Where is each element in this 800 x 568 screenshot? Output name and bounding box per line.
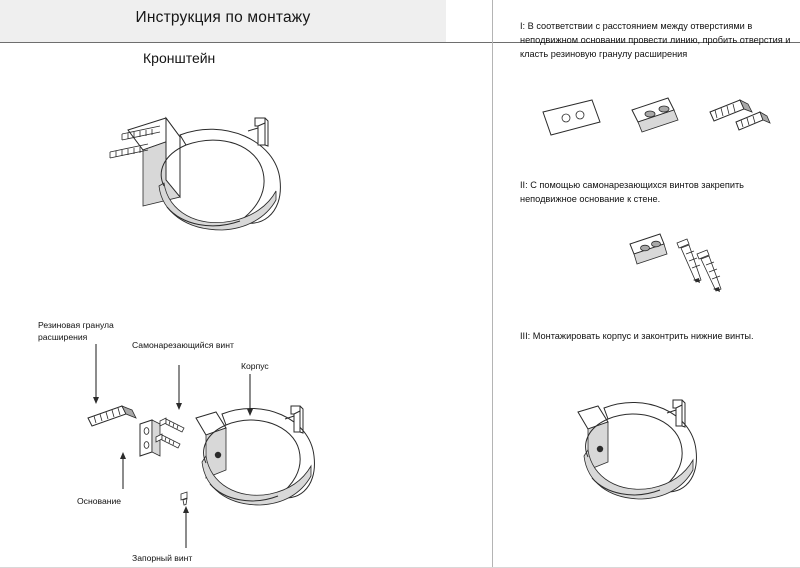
screw-lower bbox=[110, 144, 148, 158]
part-lock-screw bbox=[181, 452, 221, 505]
callout-base: Основание bbox=[77, 496, 122, 506]
screw-upper bbox=[122, 126, 160, 140]
callout-rubber-granule: Резиновая гранула расширения bbox=[38, 320, 114, 342]
step2-screw-2 bbox=[697, 250, 721, 292]
callout-leader-lines bbox=[93, 344, 253, 548]
step1-granule-1 bbox=[710, 100, 752, 121]
step-1-text: I: В соответствии с расстоянием между отверстиями в неподвижном основании провести линию, пробить отверстия и класть резиновую гранулу расширения bbox=[520, 21, 791, 59]
callout-lock-screw: Запорный винт bbox=[132, 553, 193, 563]
figure-step2-parts bbox=[630, 234, 721, 292]
page-title: Инструкция по монтажу bbox=[135, 9, 311, 26]
column-divider bbox=[492, 0, 493, 567]
figure-exploded-assembly bbox=[88, 344, 314, 548]
step2-screw-1 bbox=[677, 239, 701, 283]
figure-step3-assembled bbox=[578, 400, 696, 499]
figure-subtitle: Кронштейн bbox=[143, 50, 216, 66]
part-body bbox=[196, 406, 314, 505]
figure-bracket-overview bbox=[110, 118, 280, 230]
step-2-text: II: С помощью самонарезающихся винтов закрепить неподвижное основание к стене. bbox=[520, 180, 744, 204]
figure-step1-parts bbox=[543, 98, 770, 135]
step1-granule-2 bbox=[736, 112, 770, 130]
part-base-plate bbox=[140, 420, 160, 456]
callout-self-tapping-screw: Самонарезающийся винт bbox=[132, 340, 234, 350]
part-self-tapping-screws bbox=[156, 418, 184, 448]
part-rubber-granule bbox=[88, 406, 136, 426]
step-3-text: III: Монтажировать корпус и законтрить нижние винты. bbox=[520, 331, 754, 341]
callout-body: Корпус bbox=[241, 361, 269, 371]
